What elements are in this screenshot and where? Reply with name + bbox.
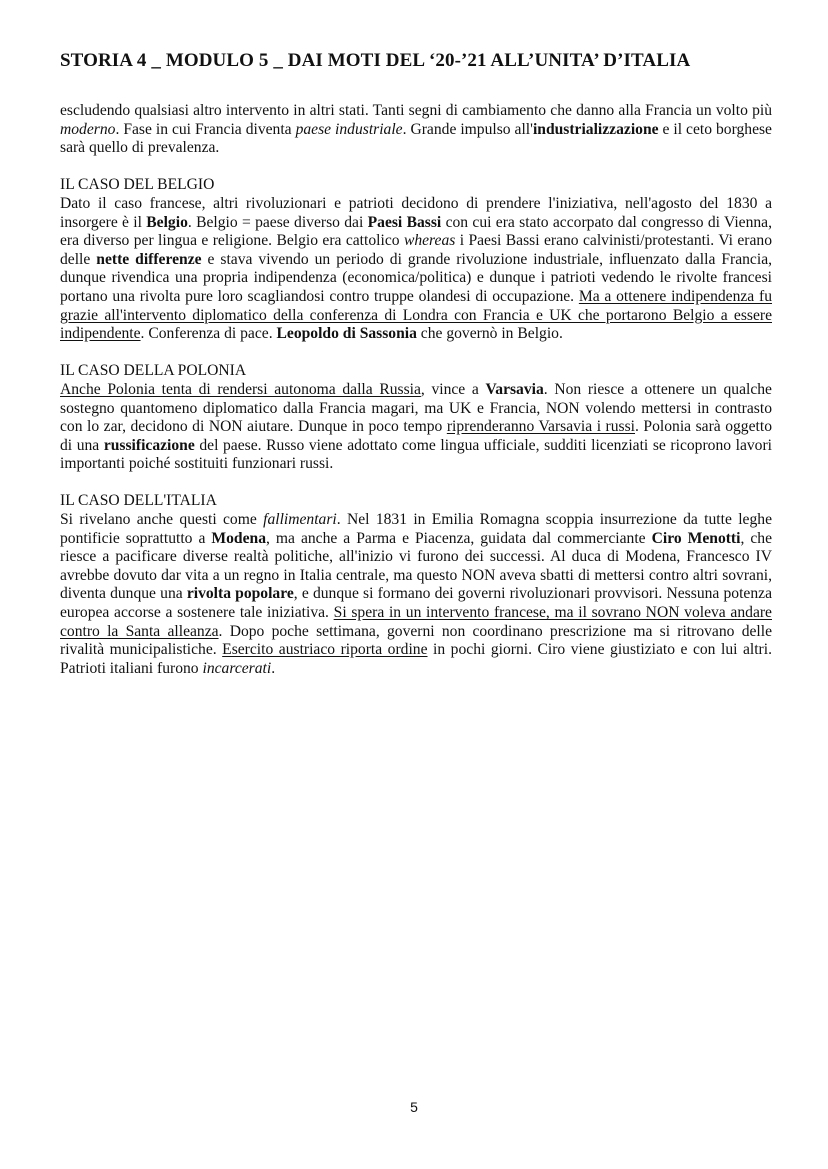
underlined-text: riprenderanno Varsavia i russi — [446, 418, 636, 436]
section-heading-polonia: IL CASO DELLA POLONIA — [60, 362, 247, 380]
underlined-text: Anche Polonia tenta di rendersi autonoma dalla Russia — [60, 380, 421, 398]
section-heading-italia: IL CASO DELL'ITALIA — [60, 492, 217, 510]
underlined-text: Ma a ottenere indipendenza fu grazie all'intervento diplomatico della conferenza di Londra con Francia e UK che portarono Belgio a essere indipendente — [60, 287, 772, 343]
section-paragraph-polonia: Anche Polonia tenta di rendersi autonoma dalla Russia, vince a Varsavia. Non riesce a ottenere un qualche sostegno quantomeno diplomatico dalla Francia magari, ma UK e Francia, NON volendo mettersi in contrasto con lo zar, decidono di NON aiutare. Dunque in poco tempo riprenderanno Varsavia i russi. Polonia sarà oggetto di una russificazione del paese. Russo viene adottato come lingua ufficiale, sudditi licenziati se ricoprono lavori importanti poiché sostituiti funzionari russi. — [60, 380, 772, 473]
page-title: STORIA 4 _ MODULO 5 _ DAI MOTI DEL ‘20-’21 ALL’UNITA’ D’ITALIA — [60, 50, 691, 71]
page-number: 5 — [410, 1099, 418, 1115]
section-paragraph-belgio: Dato il caso francese, altri rivoluzionari e patrioti decidono di prendere l'iniziativa, nell'agosto del 1830 a insorgere è il Belgio. Belgio = paese diverso dai Paesi Bassi con cui era stato accorpato dal congresso di Vienna, era diverso per lingua e religione. Belgio era cattolico whereas i Paesi Bassi erano calvinisti/protestanti. Vi erano delle nette differenze e stava vivendo un periodo di grande rivoluzione industriale, influenzato dalla Francia, dunque rivendica una propria indipendenza (economica/politica) e dunque i patrioti vedendo le rivolte francesi portano una rivolta pure loro scagliandosi contro truppe olandesi di occupazione. Ma a ottenere indipendenza fu grazie all'intervento diplomatico della conferenza di Londra con Francia e UK che portarono Belgio a essere indipendente. Conferenza di pace. Leopoldo di Sassonia che governò in Belgio. — [60, 194, 773, 343]
emphasis-paese-industriale: paese industriale — [295, 120, 403, 138]
intro-paragraph: escludendo qualsiasi altro intervento in altri stati. Tanti segni di cambiamento che danno alla Francia un volto più moderno. Fase in cui Francia diventa paese industriale. Grande impulso all'industrializzazione e il ceto borghese sarà quello di prevalenza. — [60, 102, 772, 157]
section-paragraph-italia: Si rivelano anche questi come fallimentari. Nel 1831 in Emilia Romagna scoppia insurrezione da tutte leghe pontificie soprattutto a Modena, ma anche a Parma e Piacenza, guidata dal commerciante Ciro Menotti, che riesce a pacificare diverse realtà politiche, all'inizio vi furono dei successi. Al duca di Modena, Francesco IV avrebbe dovuto dar vita a un regno in Italia centrale, ma questo NON aveva sbatti di mettersi contro altri sovrani, diventa dunque una rivolta popolare, e dunque si formano dei governi rivoluzionari provvisori. Nessuna potenza europea accorse a sostenere tale iniziativa. Si spera in un intervento francese, ma il sovrano NON voleva andare contro la Santa alleanza. Dopo poche settimana, governi non coordinano prescrizione ma si ritrovano delle rivalità municipalistiche. Esercito austriaco riporta ordine in pochi giorni. Ciro viene giustiziato e con lui altri. Patrioti italiani furono incarcerati. — [60, 511, 773, 677]
section-heading-belgio: IL CASO DEL BELGIO — [60, 176, 215, 194]
bold-industrializzazione: industrializzazione — [532, 120, 659, 138]
document-body — [60, 102, 772, 678]
emphasis-moderno: moderno — [60, 120, 116, 138]
underlined-text: Esercito austriaco riporta ordine — [222, 641, 428, 659]
underlined-text: Si spera in un intervento francese, ma il sovrano NON voleva andare contro la Santa alleanza — [60, 604, 772, 640]
